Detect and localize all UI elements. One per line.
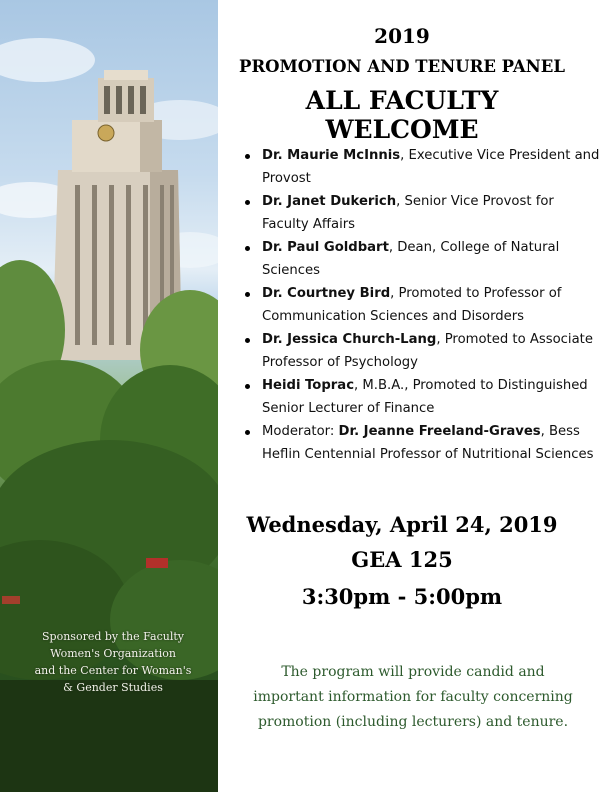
panelist-role: , M.B.A., Promoted to Distinguished Senior Lecturer of Finance	[262, 378, 588, 416]
sponsor-note	[18, 628, 208, 696]
program-line: important information for faculty concerning	[253, 689, 573, 705]
panelist-item	[240, 237, 600, 282]
panelist-name: Dr. Paul Goldbart	[262, 240, 389, 255]
panelist-role: , Promoted to Professor of Communication Sciences and Disorders	[262, 286, 562, 324]
program-line: The program will provide candid and	[281, 664, 545, 680]
panelist-item	[240, 191, 600, 236]
event-room: GEA 125	[351, 547, 453, 572]
bullet-icon	[245, 154, 250, 159]
sponsor-line: and the Center for Woman's	[34, 664, 192, 677]
panelist-item	[240, 375, 600, 420]
program-description	[226, 660, 600, 735]
welcome-heading: ALL FACULTY WELCOME	[305, 86, 499, 144]
moderator-label: Moderator:	[262, 424, 339, 439]
panelist-role: , Bess Heflin Centennial Professor of Nutritional Sciences	[262, 424, 594, 462]
bullet-icon	[245, 246, 250, 251]
event-date: Wednesday, April 24, 2019	[246, 512, 558, 537]
panelist-name: Heidi Toprac	[262, 378, 355, 393]
tower-photo	[0, 0, 218, 792]
panelist-role: , Promoted to Associate Professor of Psychology	[262, 332, 593, 370]
panelist-list	[240, 145, 600, 467]
panelist-role: , Dean, College of Natural Sciences	[262, 240, 560, 278]
sponsor-line: Sponsored by the Faculty	[42, 630, 184, 643]
event-time: 3:30pm - 5:00pm	[301, 584, 503, 609]
bullet-icon	[245, 430, 250, 435]
panelist-name: Dr. Janet Dukerich	[262, 194, 397, 209]
panelist-role: , Executive Vice President and Provost	[262, 148, 600, 186]
bullet-icon	[245, 338, 250, 343]
program-line: promotion (including lecturers) and tenure.	[257, 714, 569, 730]
sponsor-line: & Gender Studies	[63, 681, 163, 694]
panelist-item	[240, 283, 600, 328]
event-title: PROMOTION AND TENURE PANEL	[239, 57, 565, 76]
panelist-name: Dr. Maurie McInnis	[262, 148, 401, 163]
panelist-name: Dr. Jessica Church-Lang	[262, 332, 437, 347]
panelist-name: Dr. Jeanne Freeland-Graves	[338, 424, 541, 439]
panelist-item	[240, 145, 600, 190]
event-year: 2019	[374, 24, 430, 48]
bullet-icon	[245, 384, 250, 389]
sponsor-line: Women's Organization	[50, 647, 176, 660]
moderator-item	[240, 421, 600, 466]
panelist-role: , Senior Vice Provost for Faculty Affairs	[262, 194, 554, 232]
bullet-icon	[245, 292, 250, 297]
panelist-item	[240, 329, 600, 374]
panelist-name: Dr. Courtney Bird	[262, 286, 391, 301]
bullet-icon	[245, 200, 250, 205]
